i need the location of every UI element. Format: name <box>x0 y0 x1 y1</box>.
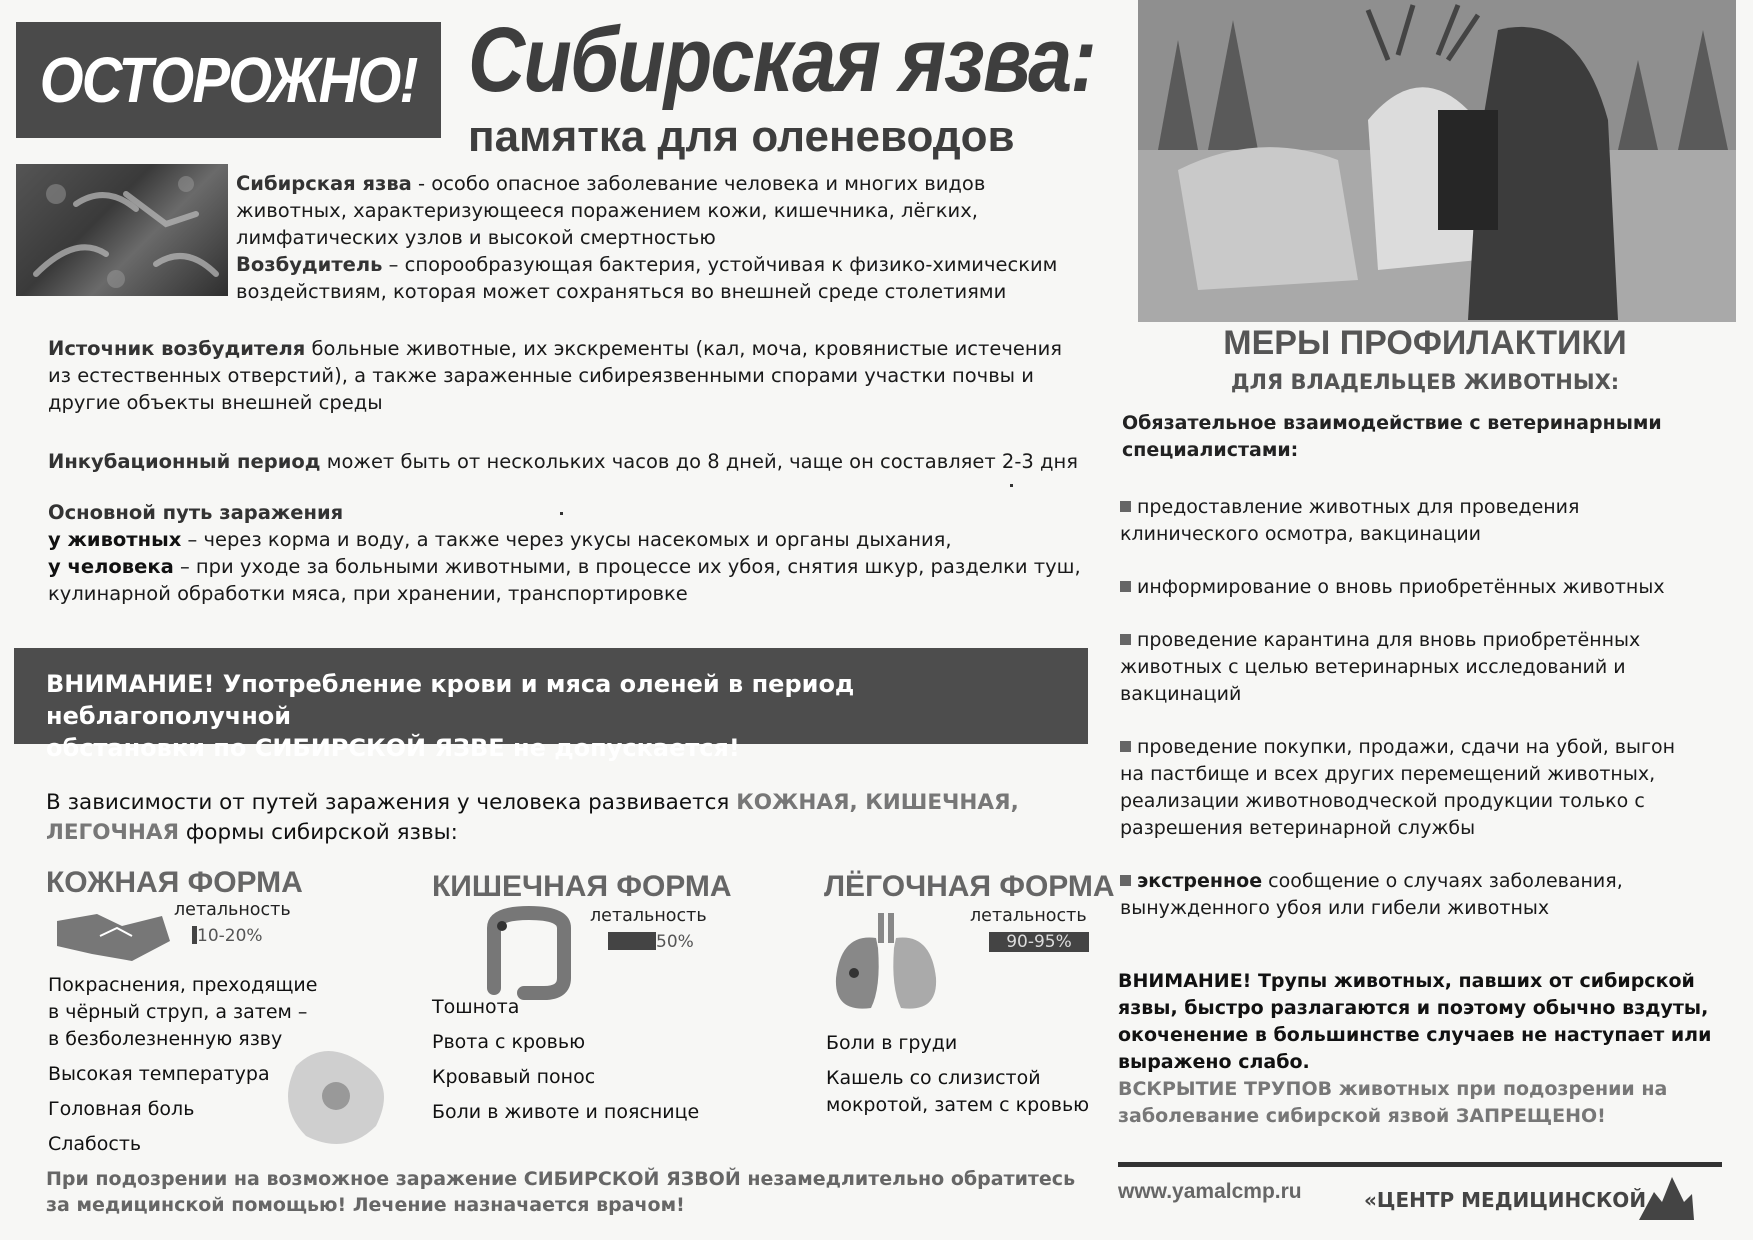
form-skin-lethality-value: 10-20% <box>197 926 263 946</box>
form-pulmonary <box>824 870 1115 1116</box>
source-definition: больные животные, их экскременты (кал, моча, кровянистые истечения из естественных отверстий), а также зараженные сибиреязвенными спорами участки почвы и другие объекты внешней среды <box>48 337 1062 414</box>
form-pulmonary-symptoms <box>826 1030 1096 1127</box>
form-pulmonary-lethality-label: летальность <box>970 906 1087 926</box>
prevention-subtitle: ДЛЯ ВЛАДЕЛЬЦЕВ ЖИВОТНЫХ: <box>1230 370 1620 394</box>
list-item <box>1120 868 1680 922</box>
list-item-text: информирование о вновь приобретённых животных <box>1137 576 1665 598</box>
list-item <box>1120 574 1680 601</box>
footer-warning-line-1: При подозрении на возможное заражение СИБИРСКОЙ ЯЗВОЙ незамедлительно обратитесь <box>46 1168 1076 1190</box>
term-pathogen: Возбудитель <box>236 253 383 276</box>
routes-text <box>48 499 1088 607</box>
footer-warning-line-2: за медицинской помощью! Лечение назначается врачом! <box>46 1194 685 1216</box>
list-item-text: сообщение о случаях заболевания, вынужденного убоя или гибели животных <box>1120 870 1623 919</box>
skin-lesion-icon <box>266 1026 406 1166</box>
forms-intro-text: В зависимости от путей заражения у человека развивается <box>46 790 737 815</box>
form-intestinal-lethality-value: 50% <box>656 932 694 952</box>
term-animals: у животных <box>48 528 182 551</box>
bullet-icon <box>1120 501 1131 512</box>
form-intestinal <box>432 870 762 1123</box>
list-item <box>1120 734 1680 842</box>
form-intestinal-lethality <box>608 932 694 952</box>
footer-warning <box>46 1166 1106 1216</box>
alert-banner <box>14 648 1088 762</box>
source-text <box>48 335 1088 416</box>
intestine-icon <box>484 908 574 998</box>
alert-line-1: ВНИМАНИЕ! Употребление крови и мяса оленей в период неблагополучной <box>46 670 855 730</box>
symptom-item: Боли в животе и пояснице <box>432 1101 700 1123</box>
page-subtitle: памятка для оленеводов <box>468 112 1015 161</box>
warning-banner <box>16 22 441 138</box>
symptom-item: Боли в груди <box>826 1032 958 1054</box>
symptom-item: Рвота с кровью <box>432 1031 586 1053</box>
website-link[interactable]: www.yamalcmp.ru <box>1118 1180 1302 1203</box>
symptom-item: Кровавый понос <box>432 1066 596 1088</box>
form-skin-lethality-label: летальность <box>174 900 291 920</box>
forms-intro <box>46 788 1096 848</box>
incubation-text <box>48 448 1088 475</box>
intro-definition: - особо опасное заболевание человека и многих видов животных, характеризующееся поражением кожи, кишечника, лёгких, лимфатических узлов и высокой смертностью <box>236 172 986 249</box>
form-skin-title: КОЖНАЯ ФОРМА <box>46 866 303 899</box>
autopsy-ban-text: ВСКРЫТИЕ ТРУПОВ животных при подозрении на заболевание сибирской язвой ЗАПРЕЩЕНО! <box>1118 1078 1668 1127</box>
pathogen-definition: – спорообразующая бактерия, устойчивая к физико-химическим воздействиям, которая может сохраняться во внешней среде столетиями <box>236 253 1058 303</box>
form-intestinal-title: КИШЕЧНАЯ ФОРМА <box>432 870 732 903</box>
form-skin <box>46 866 406 1155</box>
form-pulmonary-lethality-value: 90-95% <box>1006 932 1072 952</box>
prevention-title: МЕРЫ ПРОФИЛАКТИКИ <box>1223 324 1627 362</box>
symptom-item: Высокая температура <box>48 1063 270 1085</box>
list-item-text: проведение покупки, продажи, сдачи на убой, выгон на пастбище и всех других перемещений животных, реализации животноводческой продукции только с разрешения ветеринарной службы <box>1120 736 1676 839</box>
lethality-bar <box>608 932 656 950</box>
forms-intro-text-2: формы сибирской язвы: <box>179 820 458 845</box>
form-intestinal-lethality-label: летальность <box>590 906 707 926</box>
form-pulmonary-lethality <box>989 932 1089 952</box>
reindeer-photo <box>1138 0 1736 322</box>
symptom-item: Кашель со слизистой мокротой, затем с кровью <box>826 1067 1090 1116</box>
term-human: у человека <box>48 555 174 578</box>
prevention-list <box>1120 494 1680 922</box>
form-intestinal-symptoms <box>432 994 762 1134</box>
form-skin-lethality <box>192 926 263 946</box>
list-item-text: предоставление животных для проведения клинического осмотра, вакцинации <box>1120 496 1580 545</box>
routes-heading: Основной путь заражения <box>48 501 344 524</box>
incubation-definition: может быть от нескольких часов до 8 дней, чаще он составляет 2-3 дня <box>320 450 1078 473</box>
forms-highlight-1: КОЖНАЯ, КИШЕЧНАЯ, <box>736 790 1019 815</box>
prevention-lead: Обязательное взаимодействие с ветеринарными специалистами: <box>1122 412 1662 461</box>
symptom-item: Покраснения, преходящие в чёрный струп, а затем – в безболезненную язву <box>48 974 318 1050</box>
org-name: «ЦЕНТР МЕДИЦИНСКОЙ <box>1364 1188 1647 1212</box>
bullet-icon <box>1120 634 1131 645</box>
term-source: Источник возбудителя <box>48 337 306 360</box>
intro-text <box>236 170 1096 305</box>
org-logo-icon <box>1634 1172 1696 1222</box>
forms-highlight-2: ЛЕГОЧНАЯ <box>46 820 180 845</box>
divider <box>1118 1162 1722 1167</box>
corpse-warning <box>1118 968 1718 1130</box>
handshake-icon <box>52 906 172 968</box>
list-item <box>1120 494 1680 548</box>
bullet-icon <box>1120 875 1131 886</box>
list-item-term: экстренное <box>1137 870 1263 892</box>
form-pulmonary-title: ЛЁГОЧНАЯ ФОРМА <box>824 870 1115 903</box>
bullet-icon <box>1120 741 1131 752</box>
term-anthrax: Сибирская язва <box>236 172 412 195</box>
page-title: Сибирская язва: <box>468 9 1096 111</box>
corpse-warning-text: ВНИМАНИЕ! Трупы животных, павших от сибирской язвы, быстро разлагаются и поэтому обычно вздуты, окоченение в большинстве случаев не наступает или выражено слабо. <box>1118 970 1712 1073</box>
symptom-item: Слабость <box>48 1133 142 1155</box>
speck <box>1010 484 1013 487</box>
warning-text: ОСТОРОЖНО! <box>40 44 417 116</box>
term-incubation: Инкубационный период <box>48 450 321 473</box>
alert-line-2: обстановки по СИБИРСКОЙ ЯЗВЕ не допускается! <box>46 734 740 762</box>
speck <box>560 512 563 515</box>
bacteria-image <box>16 164 228 296</box>
animals-route: – через корма и воду, а также через укусы насекомых и органы дыхания, <box>181 528 952 551</box>
symptom-item: Головная боль <box>48 1098 195 1120</box>
list-item-text: проведение карантина для вновь приобретённых животных с целью ветеринарных исследований и вакцинаций <box>1120 629 1641 705</box>
symptom-item: Тошнота <box>432 996 520 1018</box>
human-route: – при уходе за больными животными, в процессе их убоя, снятия шкур, разделки туш, кулинарной обработки мяса, при хранении, транспортировке <box>48 555 1081 605</box>
bullet-icon <box>1120 581 1131 592</box>
lungs-icon <box>826 908 946 1018</box>
list-item <box>1120 627 1680 708</box>
